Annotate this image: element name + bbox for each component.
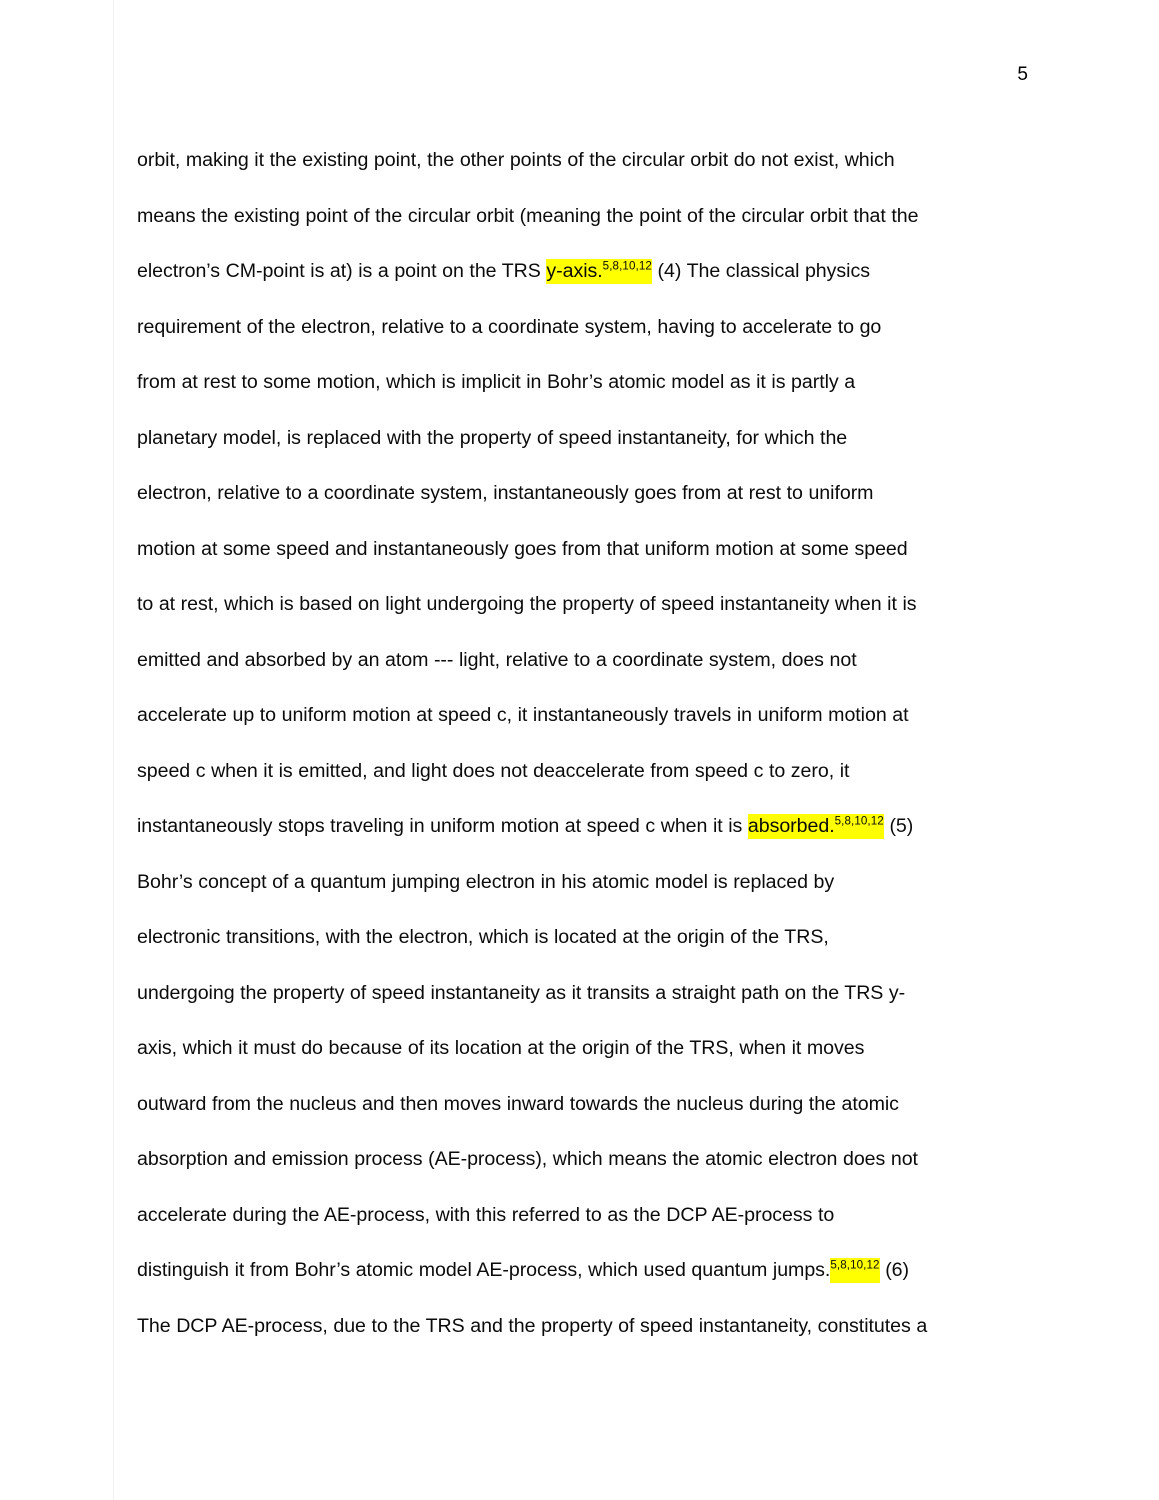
text-line	[137, 189, 1027, 245]
text-run: instantaneously stops traveling in uniform motion at speed c when it is	[137, 815, 748, 837]
text-run: undergoing the property of speed instantaneity as it transits a straight path on the TRS y-	[137, 981, 906, 1004]
text-line	[137, 466, 1027, 522]
text-run: (4) The classical physics	[651, 260, 870, 282]
text-line	[137, 688, 1027, 744]
text-run: planetary model, is replaced with the property of speed instantaneity, for which the	[137, 426, 848, 449]
text-run: electronic transitions, with the electron, which is located at the origin of the TRS,	[137, 926, 829, 948]
text-line	[137, 522, 1027, 578]
text-run: to at rest, which is based on light undergoing the property of speed instantaneity when it is	[137, 593, 917, 615]
text-line	[137, 300, 1027, 356]
page-number: 5	[1017, 64, 1028, 85]
text-line	[137, 1077, 1027, 1133]
text-run: absorption and emission process (AE-process), which means the atomic electron does not	[137, 1148, 918, 1170]
highlight-body: absorbed.	[747, 815, 835, 837]
highlight-body: y-axis.	[546, 260, 603, 282]
text-line	[137, 855, 1027, 911]
text-line	[137, 1299, 1027, 1355]
text-line	[137, 1021, 1027, 1077]
text-run: (5)	[883, 815, 914, 837]
text-run: orbit, making it the existing point, the other points of the circular orbit do not exist, which	[137, 149, 895, 171]
text-run: Bohr’s concept of a quantum jumping electron in his atomic model is replaced by	[137, 870, 835, 893]
text-run: electron, relative to a coordinate system, instantaneously goes from at rest to uniform	[137, 482, 874, 504]
text-run: motion at some speed and instantaneously goes from that uniform motion at some speed	[137, 537, 908, 560]
text-line	[137, 244, 1027, 300]
text-run: electron’s CM-point is at) is a point on the TRS	[137, 260, 547, 282]
text-run: distinguish it from Bohr’s atomic model AE-process, which used quantum jumps.	[137, 1259, 831, 1281]
highlighted-text	[546, 259, 652, 284]
text-run: from at rest to some motion, which is implicit in Bohr’s atomic model as it is partly a	[137, 371, 856, 393]
text-line	[137, 910, 1027, 966]
citation-superscript: 5,8,10,12	[834, 814, 884, 828]
highlighted-text	[748, 814, 884, 839]
text-run: The DCP AE-process, due to the TRS and the property of speed instantaneity, constitutes a	[137, 1314, 928, 1337]
text-line	[137, 133, 1027, 189]
text-line	[137, 411, 1027, 467]
text-line	[137, 1188, 1027, 1244]
text-line	[137, 966, 1027, 1022]
page-left-edge-rule	[113, 0, 114, 1500]
text-line	[137, 355, 1027, 411]
text-run: requirement of the electron, relative to a coordinate system, having to accelerate to go	[137, 315, 882, 338]
text-run: accelerate up to uniform motion at speed c, it instantaneously travels in uniform motion at	[137, 704, 909, 726]
text-line	[137, 577, 1027, 633]
highlighted-text	[830, 1258, 879, 1283]
text-run: means the existing point of the circular orbit (meaning the point of the circular orbit that the	[137, 204, 919, 227]
text-run: outward from the nucleus and then moves inward towards the nucleus during the atomic	[137, 1092, 899, 1115]
text-run: (6)	[879, 1259, 909, 1281]
text-run: speed c when it is emitted, and light does not deaccelerate from speed c to zero, it	[137, 759, 850, 782]
text-line	[137, 1243, 1027, 1299]
text-run: axis, which it must do because of its location at the origin of the TRS, when it moves	[137, 1037, 865, 1059]
text-line	[137, 633, 1027, 689]
body-text-block	[137, 133, 1027, 1354]
text-run: emitted and absorbed by an atom --- light, relative to a coordinate system, does not	[137, 648, 857, 671]
citation-superscript: 5,8,10,12	[602, 259, 652, 273]
text-line	[137, 1132, 1027, 1188]
text-run: accelerate during the AE-process, with this referred to as the DCP AE-process to	[137, 1203, 835, 1226]
text-line	[137, 799, 1027, 855]
text-line	[137, 744, 1027, 800]
citation-superscript: 5,8,10,12	[830, 1258, 880, 1272]
